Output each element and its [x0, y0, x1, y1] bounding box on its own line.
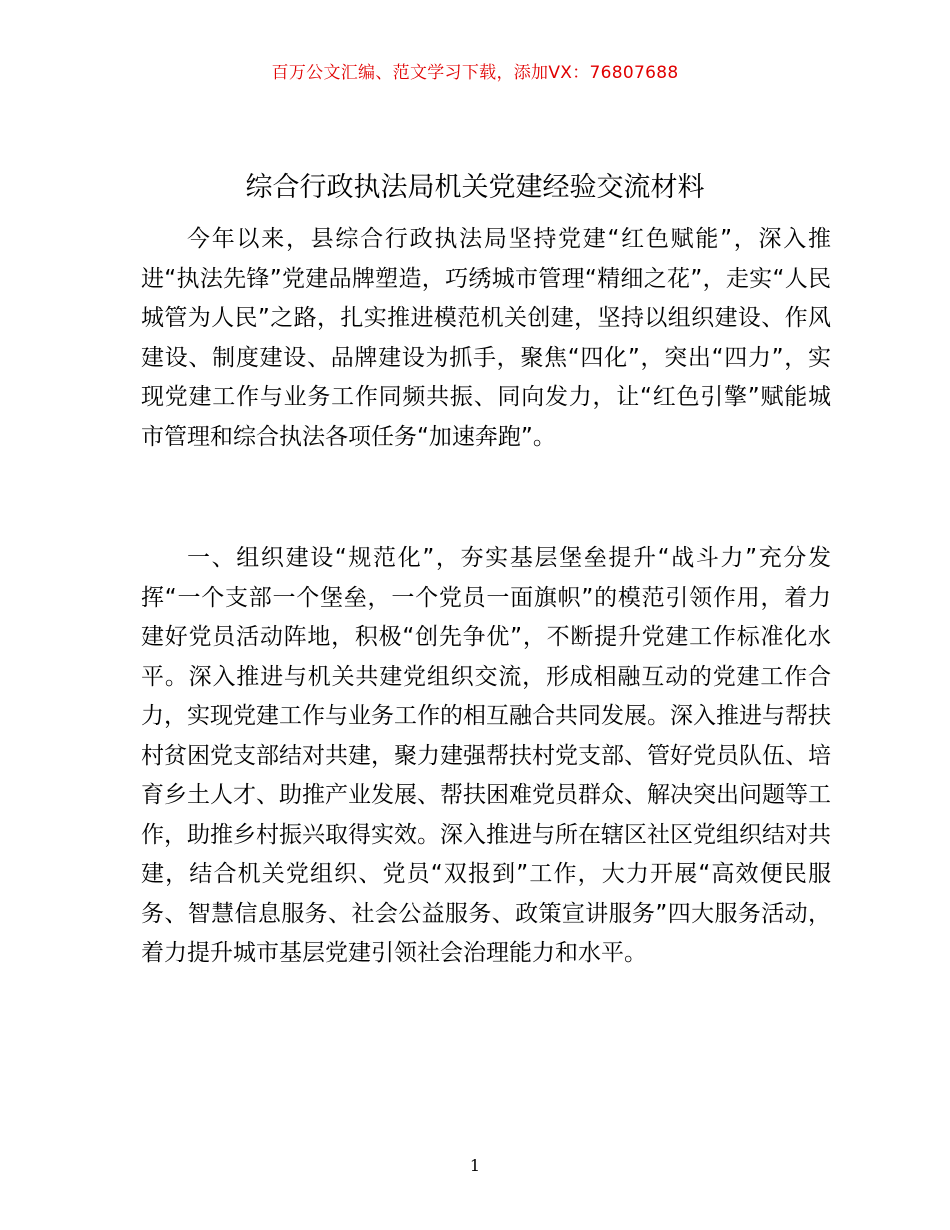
- paragraph-intro: 今年以来，县综合行政执法局坚持党建“红色赋能”，深入推进“执法先锋”党建品牌塑造，巧绣城市管理“精细之花”，走实“人民城管为人民”之路，扎实推进模范机关创建，坚持以组织建设、作风建设、制度建设、品牌建设为抓手，聚焦“四化”，突出“四力”，实现党建工作与业务工作同频共振、同向发力，让“红色引擎”赋能城市管理和综合执法各项任务“加速奔跑”。: [141, 226, 831, 450]
- document-title: 综合行政执法局机关党建经验交流材料: [245, 172, 705, 203]
- page-number: 1: [469, 1156, 481, 1175]
- section-heading: 一、组织建设“规范化”，夯实基层堡垒提升“战斗力”: [187, 545, 758, 571]
- watermark-header: 百万公文汇编、范文学习下载，添加VX：76807688: [271, 63, 679, 83]
- paragraph-section-1: [141, 539, 831, 974]
- section-body: 充分发挥“一个支部一个堡垒，一个党员一面旗帜”的模范引领作用，着力建好党员活动阵地，积极“创先争优”，不断提升党建工作标准化水平。深入推进与机关共建党组织交流，形成相融互动的党建工作合力，实现党建工作与业务工作的相互融合共同发展。深入推进与帮扶村贫困党支部结对共建，聚力建强帮扶村党支部、管好党员队伍、培育乡土人才、助推产业发展、帮扶困难党员群众、解决突出问题等工作，助推乡村振兴取得实效。深入推进与所在辖区社区党组织结对共建，结合机关党组织、党员“双报到”工作，大力开展“高效便民服务、智慧信息服务、社会公益服务、政策宣讲服务”四大服务活动，着力提升城市基层党建引领社会治理能力和水平。: [141, 545, 832, 966]
